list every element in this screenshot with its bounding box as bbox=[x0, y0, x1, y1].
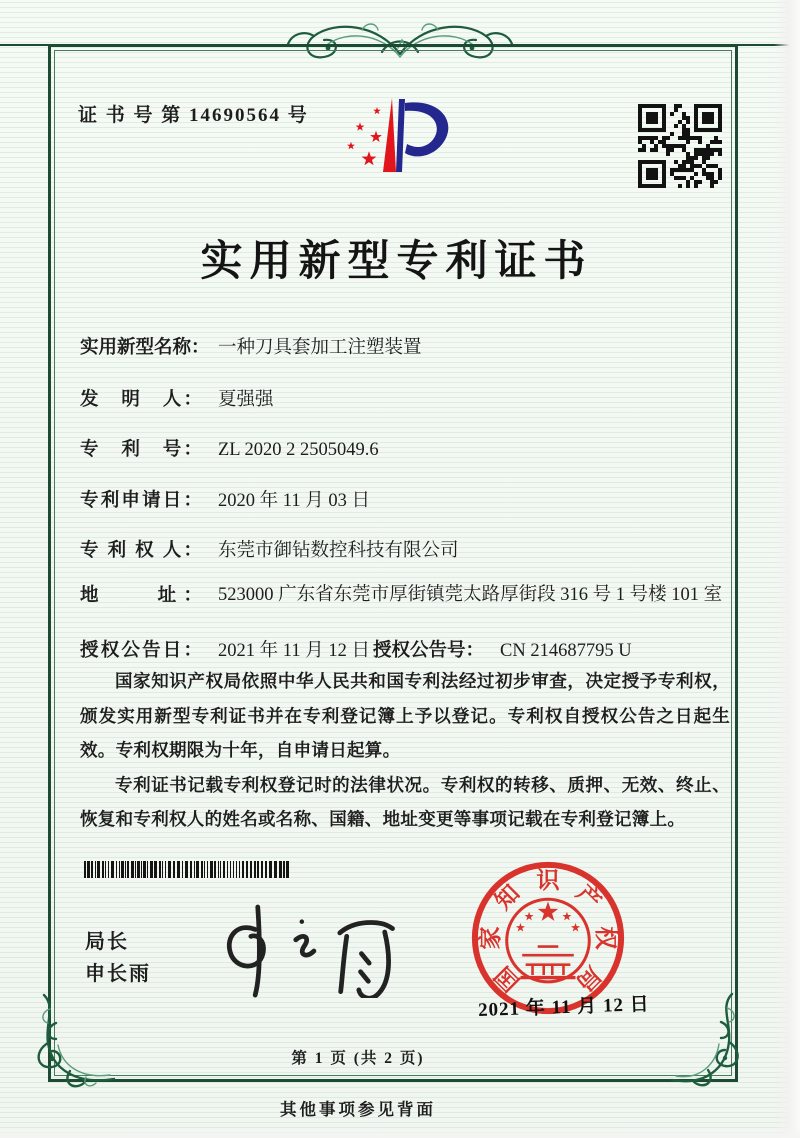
field-value: ZL 2020 2 2505049.6 bbox=[218, 440, 379, 460]
field-value: 2021 年 11 月 12 日 bbox=[218, 641, 370, 661]
field-patent-number bbox=[80, 435, 728, 465]
cnipa-logo-icon bbox=[336, 96, 466, 202]
page-number: 第 1 页 (共 2 页) bbox=[291, 1050, 425, 1067]
issuer-name: 申长雨 bbox=[85, 963, 151, 985]
seal-char: 家 bbox=[478, 926, 505, 950]
seal-char: 知 bbox=[490, 880, 526, 916]
gazette-label: 授权公告号： bbox=[373, 641, 485, 661]
photo-edge bbox=[774, 0, 800, 1138]
field-label: 专 利 权 人： bbox=[80, 541, 202, 561]
seal-char: 局 bbox=[570, 960, 606, 996]
certificate-title: 实用新型专利证书 bbox=[200, 239, 593, 285]
field-label: 实用新型名称： bbox=[80, 338, 210, 358]
bottom-left-ornament-icon bbox=[26, 993, 118, 1089]
legal-paragraph: 国家知识产权局依照中华人民共和国专利法经过初步审查，决定授予专利权，颁发实用新型专利证书并在专利登记簿上予以登记。专利权自授权公告之日起生效。专利权期限为十年，自申请日起算。 bbox=[80, 671, 730, 760]
field-inventor bbox=[80, 385, 728, 415]
field-patentee bbox=[80, 536, 728, 566]
barcode bbox=[84, 861, 294, 878]
seal-char: 权 bbox=[591, 926, 618, 950]
legal-text bbox=[80, 664, 730, 837]
field-value: 东莞市御钻数控科技有限公司 bbox=[218, 541, 459, 561]
gazette-value: CN 214687795 U bbox=[500, 641, 632, 661]
field-patent-name bbox=[80, 333, 728, 363]
handwritten-signature-icon bbox=[212, 898, 402, 998]
field-value: 一种刀具套加工注塑装置 bbox=[218, 338, 422, 358]
field-label: 专 利 号： bbox=[80, 440, 202, 460]
field-label: 授权公告日： bbox=[80, 641, 202, 661]
seal-char: 产 bbox=[570, 880, 606, 916]
issuer-title: 局长 bbox=[85, 931, 129, 953]
field-label: 专利申请日： bbox=[80, 491, 202, 511]
seal-date: 2021 年 11 月 12 日 bbox=[477, 994, 651, 1021]
field-value: 523000 广东省东莞市厚街镇莞太路厚街段 316 号 1 号楼 101 室 bbox=[218, 585, 723, 605]
field-grant-date-and-gazette bbox=[80, 636, 728, 666]
certificate-number: 证 书 号 第 14690564 号 bbox=[78, 105, 309, 126]
field-filing-date bbox=[80, 486, 728, 516]
field-value: 夏强强 bbox=[218, 390, 274, 410]
bottom-right-ornament-icon bbox=[668, 990, 746, 1090]
back-side-note: 其他事项参见背面 bbox=[280, 1100, 436, 1119]
national-emblem-icon bbox=[507, 899, 590, 982]
field-label: 地 址： bbox=[80, 586, 202, 606]
field-address bbox=[80, 581, 728, 611]
field-value: 2020 年 11 月 03 日 bbox=[218, 491, 370, 511]
legal-paragraph: 专利证书记载专利权登记时的法律状况。专利权的转移、质押、无效、终止、恢复和专利权人的姓名或名称、国籍、地址变更等事项记载在专利登记簿上。 bbox=[80, 774, 730, 829]
seal-char: 国 bbox=[490, 960, 526, 996]
photo-edge bbox=[0, 1126, 800, 1138]
qr-code bbox=[638, 104, 722, 188]
field-label: 发 明 人： bbox=[80, 390, 202, 410]
seal-char: 识 bbox=[536, 868, 560, 895]
